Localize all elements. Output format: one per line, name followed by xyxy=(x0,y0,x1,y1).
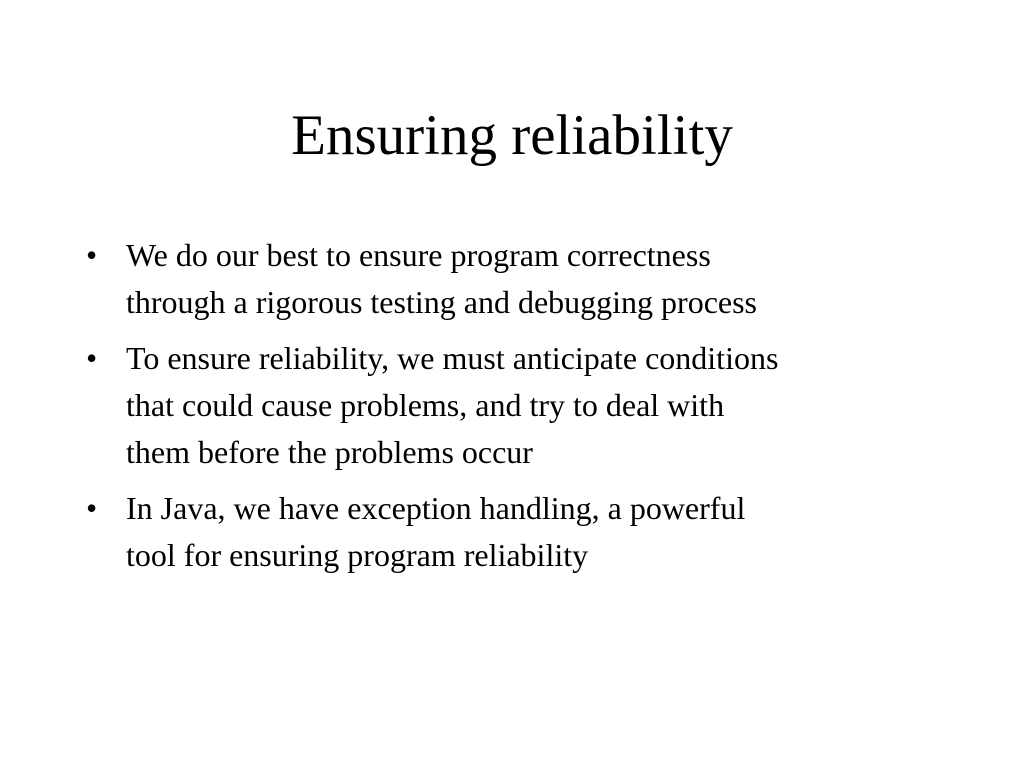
bullet-item xyxy=(86,232,956,326)
bullet-dot-icon: • xyxy=(86,340,98,376)
bullet-item xyxy=(86,485,956,579)
bullet-text-line: that could cause problems, and try to deal with xyxy=(126,387,725,423)
bullet-text-line: through a rigorous testing and debugging process xyxy=(126,284,757,320)
slide-title: Ensuring reliability xyxy=(291,104,733,167)
bullet-dot-icon: • xyxy=(86,237,98,273)
bullet-dot-icon: • xyxy=(86,490,98,526)
bullet-text-line: In Java, we have exception handling, a powerful xyxy=(126,490,746,526)
bullet-item xyxy=(86,335,956,476)
bullet-text-line: To ensure reliability, we must anticipate conditions xyxy=(126,340,779,376)
bullet-text-line: We do our best to ensure program correctness xyxy=(126,237,711,273)
bullet-text-line: tool for ensuring program reliability xyxy=(126,537,589,573)
bullet-text-line: them before the problems occur xyxy=(126,434,533,470)
bullet-list xyxy=(86,232,986,588)
